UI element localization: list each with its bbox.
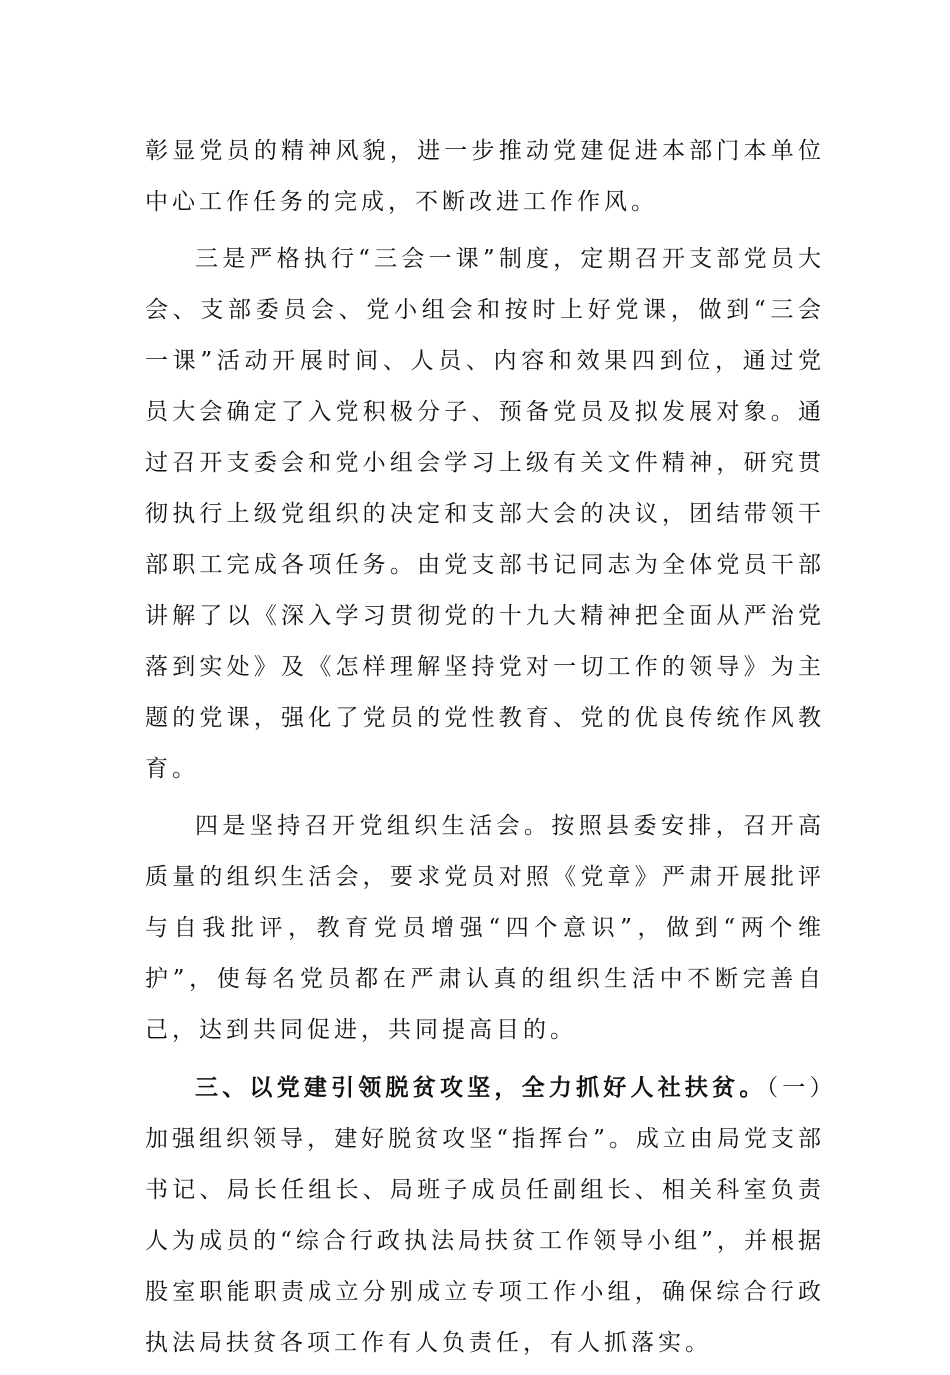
paragraph-section-three — [145, 1062, 825, 1369]
section-heading: 三、以党建引领脱贫攻坚，全力抓好人社扶贫。 — [195, 1074, 767, 1101]
paragraph-three-meetings: 三是严格执行“三会一课”制度，定期召开支部党员大会、支部委员会、党小组会和按时上好党课，做到“三会一课”活动开展时间、人员、内容和效果四到位，通过党员大会确定了入党积极分子、预备党员及拟发展对象。通过召开支委会和党小组会学习上级有关文件精神，研究贯彻执行上级党组织的决定和支部大会的决议，团结带领干部职工完成各项任务。由党支部书记同志为全体党员干部讲解了以《深入学习贯彻党的十九大精神把全面从严治党落到实处》及《怎样理解坚持党对一切工作的领导》为主题的党课，强化了党员的党性教育、党的优良传统作风教育。 — [145, 246, 825, 782]
paragraph-life-meeting: 四是坚持召开党组织生活会。按照县委安排，召开高质量的组织生活会，要求党员对照《党章》严肃开展批评与自我批评，教育党员增强“四个意识”，做到“两个维护”，使每名党员都在严肃认真的组织生活中不断完善自己，达到共同促进，共同提高目的。 — [145, 813, 825, 1043]
section-body-text: （一）加强组织领导，建好脱贫攻坚“指挥台”。成立由局党支部书记、局长任组长、局班子成员任副组长、相关科室负责人为成员的“综合行政执法局扶贫工作领导小组”，并根据股室职能职责成立分别成立专项工作小组，确保综合行政执法局扶贫各项工作有人负责任，有人抓落实。 — [145, 1075, 826, 1356]
paragraph-continuation: 彰显党员的精神风貌，进一步推动党建促进本部门本单位中心工作任务的完成，不断改进工作作风。 — [145, 138, 825, 215]
document-body — [145, 126, 825, 1375]
